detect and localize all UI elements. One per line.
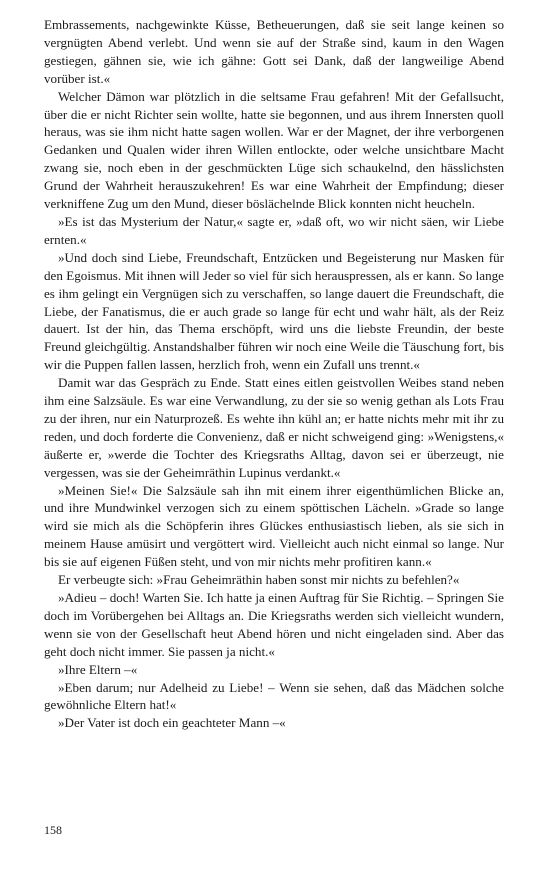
- paragraph: Welcher Dämon war plötzlich in die seltsame Frau gefahren! Mit der Gefallsucht, über die er nicht Richter sein wollte, hatte sie begonnen, und aus ihrem Innersten quoll heraus, was sie ihm nicht hatte sagen wollen. War er der Magnet, der ihre verborgenen Gedanken und Qualen wider ihren Willen entlockte, oder welche unsichtbare Macht zwang sie, noch eben in der geschmückten Lüge sich schaukelnd, den hässlichsten Grund der Wahrheit herauszukehren! Es war eine Wahrheit der Empfindung; dieser verkniffene Zug um den Mund, dieser böslächelnde Blick konnten nicht heucheln.: [44, 88, 504, 212]
- paragraph: »Es ist das Mysterium der Natur,« sagte er, »daß oft, wo wir nicht säen, wir Liebe ernten.«: [44, 213, 504, 247]
- paragraph: »Eben darum; nur Adelheid zu Liebe! – Wenn sie sehen, daß das Mädchen solche gewöhnliche Eltern hat!«: [44, 679, 504, 713]
- page-number: 158: [44, 823, 62, 837]
- paragraph: »Und doch sind Liebe, Freundschaft, Entzücken und Begeisterung nur Masken für den Egoismus. Mit ihnen will Jeder so viel für sich herauspressen, als er kann. So lange es ihm gelingt ein Vergnügen sich zu verschaffen, so lange dauert die Freundschaft, die Liebe, der Fanatismus, die er auch grade so lange für echt und wahr hält, als der Reiz dauert. Ist der hin, das Thema erschöpft, wird uns die liebste Freundin, der beste Freund gleichgültig. Anstandshalber führen wir noch eine Weile die Täuschung fort, bis wir die Puppen fallen lassen, herzlich froh, wenn ein Zufall uns trennt.«: [44, 249, 504, 373]
- paragraph: Er verbeugte sich: »Frau Geheimräthin haben sonst mir nichts zu befehlen?«: [58, 572, 460, 588]
- paragraph: Damit war das Gespräch zu Ende. Statt eines eitlen geistvollen Weibes stand neben ihm eine Salzsäule. Es war eine Verwandlung, zu der sie so wenig gethan als Lots Frau zu der ihren, nur ein Naturprozeß. Es wehte ihn kühl an; er hatte nichts mehr mit ihr zu reden, und doch forderte die Convenienz, daß er nicht schweigend ging: »Wenigstens,« äußerte er, »werde die Tochter des Kriegsraths Alltag, davon sei er überzeugt, nie vergessen, was sie der Geheimräthin Lupinus verdankt.«: [44, 375, 504, 480]
- paragraph: »Der Vater ist doch ein geachteter Mann –«: [58, 715, 286, 731]
- paragraph: »Meinen Sie!« Die Salzsäule sah ihn mit einem ihrer eigenthümlichen Blicke an, und ihre Mundwinkel verzogen sich zu einem spöttischen Lächeln. »Grade so lange wird sie mich als die Schöpferin ihres Glückes enthusiastisch lieben, als sie sich in meinem Hause amüsirt und vergöttert wird. Vielleicht auch nicht einmal so lange. Nur bis sie auf eigenen Füßen steht, und von mir nichts mehr profitiren kann.«: [44, 482, 504, 570]
- paragraph: »Adieu – doch! Warten Sie. Ich hatte ja einen Auftrag für Sie Richtig. – Springen Sie doch im Vorübergehen bei Alltags an. Die Kriegsraths werden sich vielleicht wundern, wenn sie von der Gesellschaft heut Abend hören und nicht eingeladen sind. Aber das geht doch nicht immer. Sie passen ja nicht.«: [44, 590, 504, 659]
- paragraph: »Ihre Eltern –«: [58, 661, 138, 677]
- paragraph: Embrassements, nachgewinkte Küsse, Betheuerungen, daß sie seit lange keinen so vergnügten Abend verlebt. Und wenn sie auf der Straße sind, kaum in den Wagen gestiegen, gähnen sie, wie ich gähne: Gott sei Dank, daß der langweilige Abend vorüber ist.«: [44, 17, 504, 86]
- page-body: [44, 16, 504, 732]
